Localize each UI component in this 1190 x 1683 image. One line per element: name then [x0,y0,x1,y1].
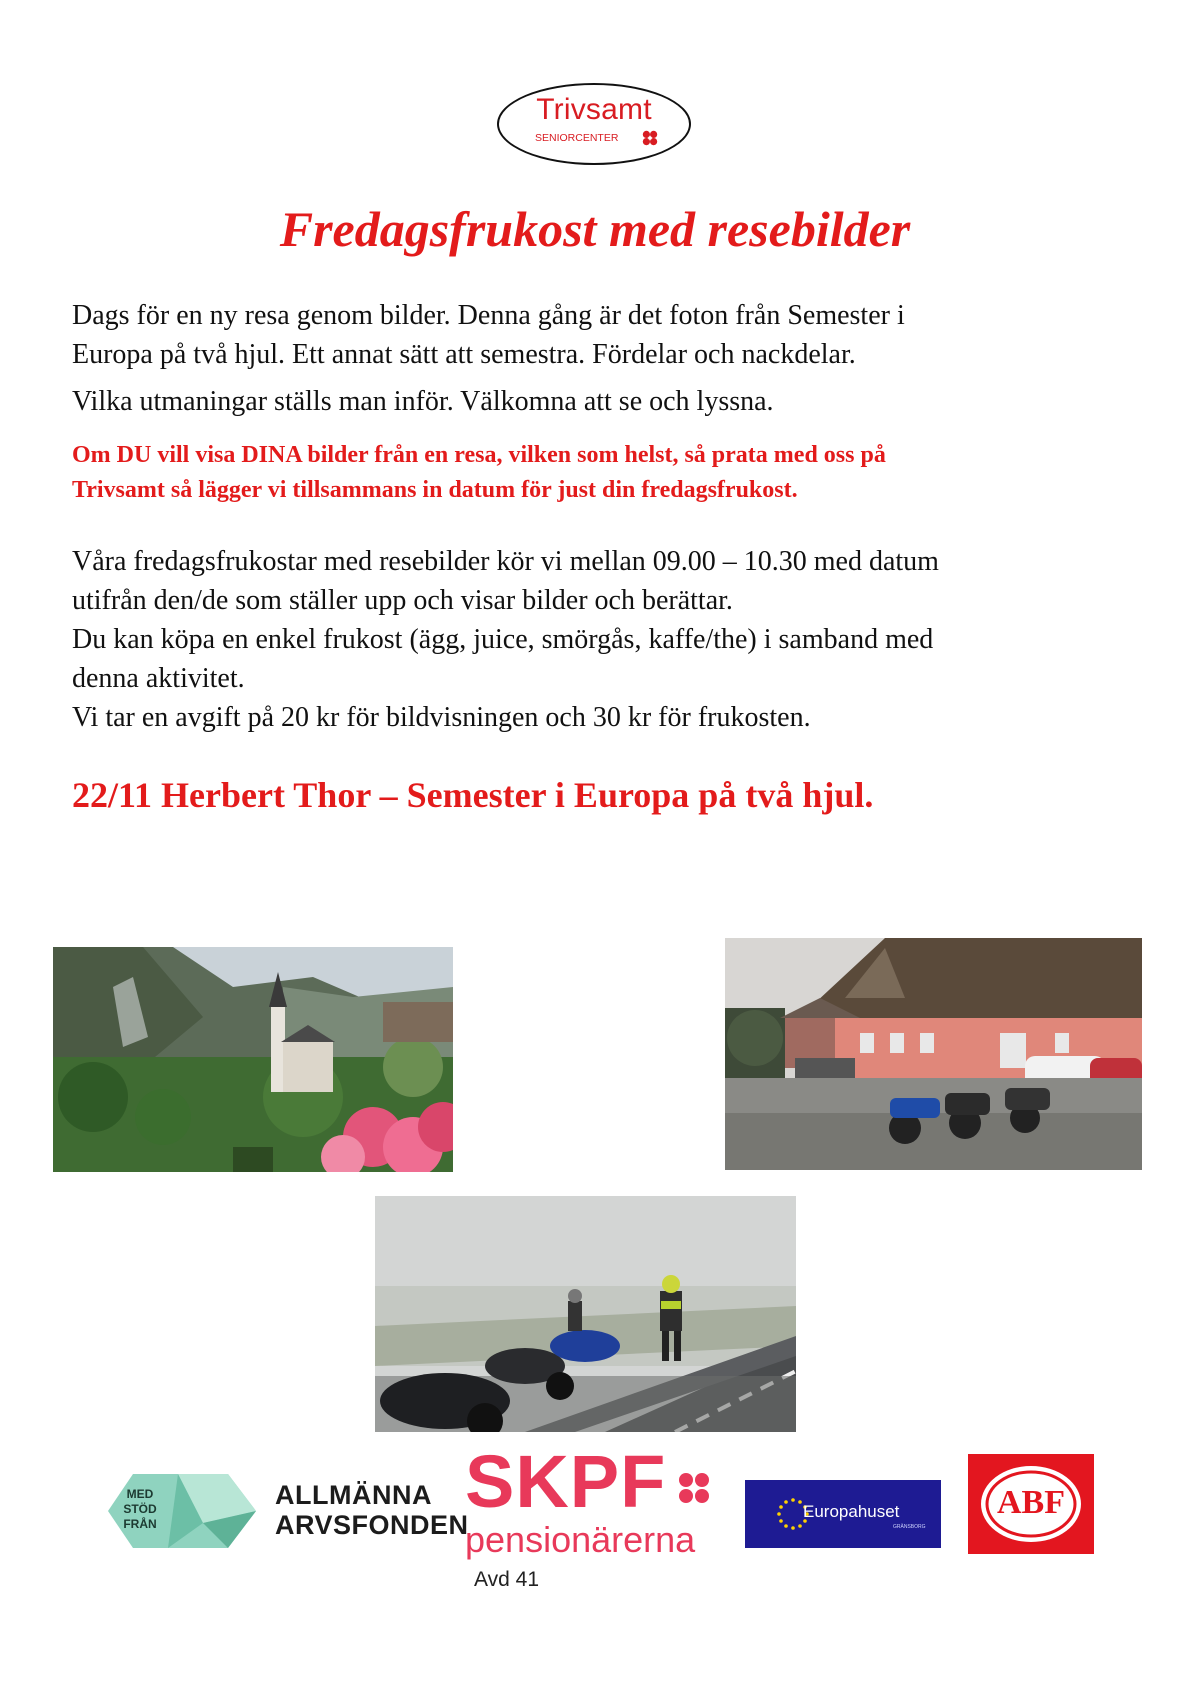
photo-alpine-church [53,947,453,1172]
note-line: Trivsamt så lägger vi tillsammans in datum för just din fredagsfrukost. [72,477,798,503]
logo-subtitle: SENIORCENTER [535,132,619,144]
abf-text: ABF [997,1484,1065,1521]
photo-foggy-pass [375,1196,796,1432]
arvsfonden-name-line: ARVSFONDEN [275,1510,469,1540]
arvsfonden-badge-line: STÖD [123,1502,157,1516]
arvsfonden-badge-line: MED [126,1487,154,1501]
skpf-flower-icon [676,1470,712,1506]
info-line: denna aktivitet. [72,663,245,694]
skpf-subtitle: pensionärerna [465,1519,696,1560]
info-line: utifrån den/de som ställer upp och visar bilder och berättar. [72,585,733,616]
arvsfonden-badge-line: FRÅN [123,1517,157,1531]
europahuset-name: Europahuset [803,1502,900,1521]
flower-icon [641,129,659,147]
skpf-department: Avd 41 [474,1568,539,1591]
intro-line: Europa på två hjul. Ett annat sätt att semestra. Fördelar och nackdelar. [72,339,856,370]
arvsfonden-name [275,1480,469,1540]
event-heading: 22/11 Herbert Thor – Semester i Europa på två hjul. [72,775,874,815]
abf-logo [968,1454,1094,1554]
arvsfonden-logo [98,1468,262,1554]
info-line: Du kan köpa en enkel frukost (ägg, juice, smörgås, kaffe/the) i samband med [72,624,934,655]
intro-paragraph [72,296,905,374]
info-line: Vi tar en avgift på 20 kr för bildvisningen och 30 kr för frukosten. [72,702,811,733]
arvsfonden-name-line: ALLMÄNNA [275,1480,432,1510]
photo-hotel-motorcycles [725,938,1142,1170]
intro-line: Dags för en ny resa genom bilder. Denna gång är det foton från Semester i [72,300,905,331]
note-line: Om DU vill visa DINA bilder från en resa, vilken som helst, så prata med oss på [72,442,886,468]
intro-line: Vilka utmaningar ställs man inför. Välkomna att se och lyssna. [72,386,774,417]
info-paragraph [72,542,939,737]
logo-name: Trivsamt [536,93,652,126]
page-title: Fredagsfrukost med resebilder [279,201,911,257]
skpf-logo-text: SKPF [465,1440,667,1523]
trivsamt-logo [497,83,691,165]
europahuset-location: GRÄNSBORG [893,1524,926,1530]
europahuset-logo [745,1480,941,1548]
info-line: Våra fredagsfrukostar med resebilder kör vi mellan 09.00 – 10.30 med datum [72,546,939,577]
invitation-note [72,438,886,508]
